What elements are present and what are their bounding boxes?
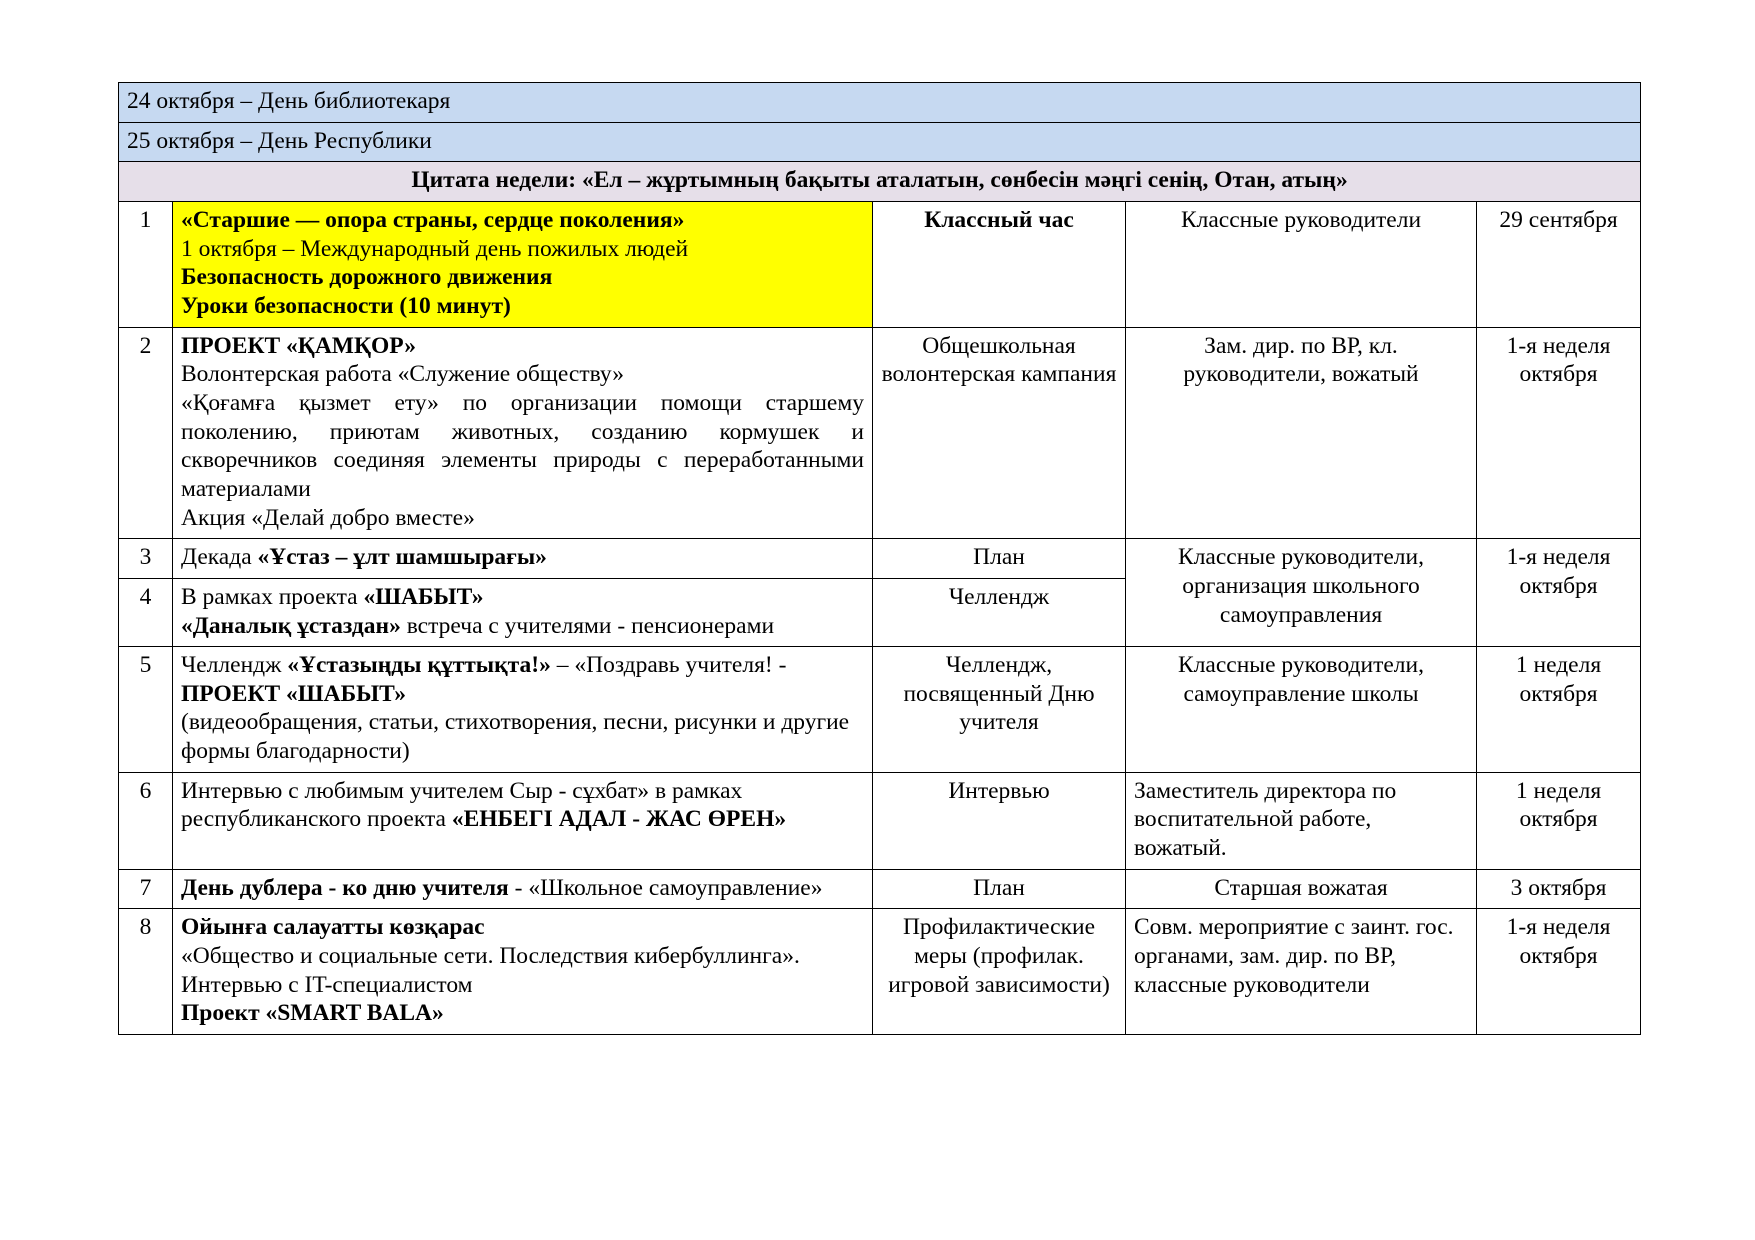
weekly-plan-table (118, 82, 1641, 1035)
row-form: Профилактические меры (профилак. игровой зависимости) (873, 909, 1126, 1035)
table-row (119, 201, 1641, 327)
row-responsible: Заместитель директора по воспитательной работе, вожатый. (1126, 772, 1477, 869)
row-form: Челлендж (873, 578, 1126, 646)
row-responsible: Старшая вожатая (1126, 869, 1477, 909)
row-number: 3 (119, 539, 173, 579)
row-responsible: Совм. мероприятие с заинт. гос. органами, зам. дир. по ВР, классные руководители (1126, 909, 1477, 1035)
activity-line: Ойынға салауатты көзқарас (181, 914, 485, 941)
activity-line: Волонтерская работа «Служение обществу» (181, 361, 624, 388)
row-number: 6 (119, 772, 173, 869)
table-row (119, 327, 1641, 539)
row-responsible: Зам. дир. по ВР, кл. руководители, вожатый (1126, 327, 1477, 539)
row-activity (173, 647, 873, 773)
row-activity (173, 772, 873, 869)
row-number: 7 (119, 869, 173, 909)
activity-line: «Даналық ұстаздан» встреча с учителями - пенсионерами (181, 612, 775, 639)
row-activity (173, 909, 873, 1035)
banner-line-1: 24 октября – День библиотекаря (119, 83, 1641, 123)
activity-text-bold: «ШАБЫТ» (363, 583, 484, 610)
row-date: 3 октября (1477, 869, 1641, 909)
row-date: 1 неделя октября (1477, 772, 1641, 869)
activity-text-plain: В рамках проекта (181, 583, 364, 610)
row-activity (173, 327, 873, 539)
activity-line: (видеообращения, статьи, стихотворения, песни, рисунки и другие формы благодарности) (181, 709, 850, 765)
row-activity (173, 539, 873, 579)
row-date: 1-я неделя октября (1477, 539, 1641, 647)
row-responsible: Классные руководители (1126, 201, 1477, 327)
activity-line (181, 543, 864, 572)
activity-line: Акция «Делай добро вместе» (181, 504, 475, 531)
row-activity (173, 201, 873, 327)
row-date: 1-я неделя октября (1477, 909, 1641, 1035)
row-responsible: Классные руководители, организация школьного самоуправления (1126, 539, 1477, 647)
row-number: 1 (119, 201, 173, 327)
row-date: 1-я неделя октября (1477, 327, 1641, 539)
row-form: План (873, 869, 1126, 909)
row-number: 2 (119, 327, 173, 539)
table-row (119, 909, 1641, 1035)
activity-line: День дублера - ко дню учителя - «Школьное самоуправление» (181, 874, 823, 901)
row-form: Челлендж, посвященный Дню учителя (873, 647, 1126, 773)
banner-row-2 (119, 122, 1641, 162)
row-form: План (873, 539, 1126, 579)
activity-line: Безопасность дорожного движения (181, 264, 553, 291)
activity-line: Челлендж «Ұстазыңды құттықта!» – «Поздравь учителя! - ПРОЕКТ «ШАБЫТ» (181, 652, 787, 707)
quote-row (119, 162, 1641, 202)
row-date: 29 сентября (1477, 201, 1641, 327)
row-form: Интервью (873, 772, 1126, 869)
table-row (119, 539, 1641, 579)
row-number: 4 (119, 578, 173, 646)
row-form: Классный час (873, 201, 1126, 327)
activity-line: Проект «SMART BALA» (181, 1000, 444, 1027)
row-number: 5 (119, 647, 173, 773)
table-row (119, 647, 1641, 773)
banner-row-1 (119, 83, 1641, 123)
activity-line (181, 583, 864, 612)
activity-text-plain: Декада (181, 544, 258, 571)
activity-line: 1 октября – Международный день пожилых людей (181, 235, 689, 262)
activity-text-bold: «Даналық ұстаздан» (181, 612, 401, 639)
row-activity (173, 869, 873, 909)
activity-line: ПРОЕКТ «ҚАМҚОР» (181, 332, 416, 359)
activity-line: «Общество и социальные сети. Последствия кибербуллинга». Интервью с IT-специалистом (181, 943, 800, 998)
activity-line: «Қоғамға қызмет ету» по организации помощи старшему поколению, приютам животных, созданию кормушек и скворечников соединяя элементы природы с переработанными материалами (181, 389, 864, 502)
quote-of-the-week: Цитата недели: «Ел – жұртымның бақыты аталатын, сөнбесін мәңгі сенің, Отан, атың» (119, 162, 1641, 202)
activity-text-bold: «Ұстаз – ұлт шамшырағы» (257, 544, 547, 571)
table-row (119, 869, 1641, 909)
banner-line-2: 25 октября – День Республики (119, 122, 1641, 162)
row-form: Общешкольная волонтерская кампания (873, 327, 1126, 539)
row-activity (173, 578, 873, 646)
row-date: 1 неделя октября (1477, 647, 1641, 773)
activity-line: «Старшие — опора страны, сердце поколения» (181, 206, 685, 233)
activity-line: Уроки безопасности (10 минут) (181, 292, 511, 319)
row-number: 8 (119, 909, 173, 1035)
table-row (119, 772, 1641, 869)
row-responsible: Классные руководители, самоуправление школы (1126, 647, 1477, 773)
activity-line: Интервью с любимым учителем Сыр - сұхбат» в рамках республиканского проекта «ЕНБЕГІ АДАЛ - ЖАС ӨРЕН» (181, 777, 787, 833)
